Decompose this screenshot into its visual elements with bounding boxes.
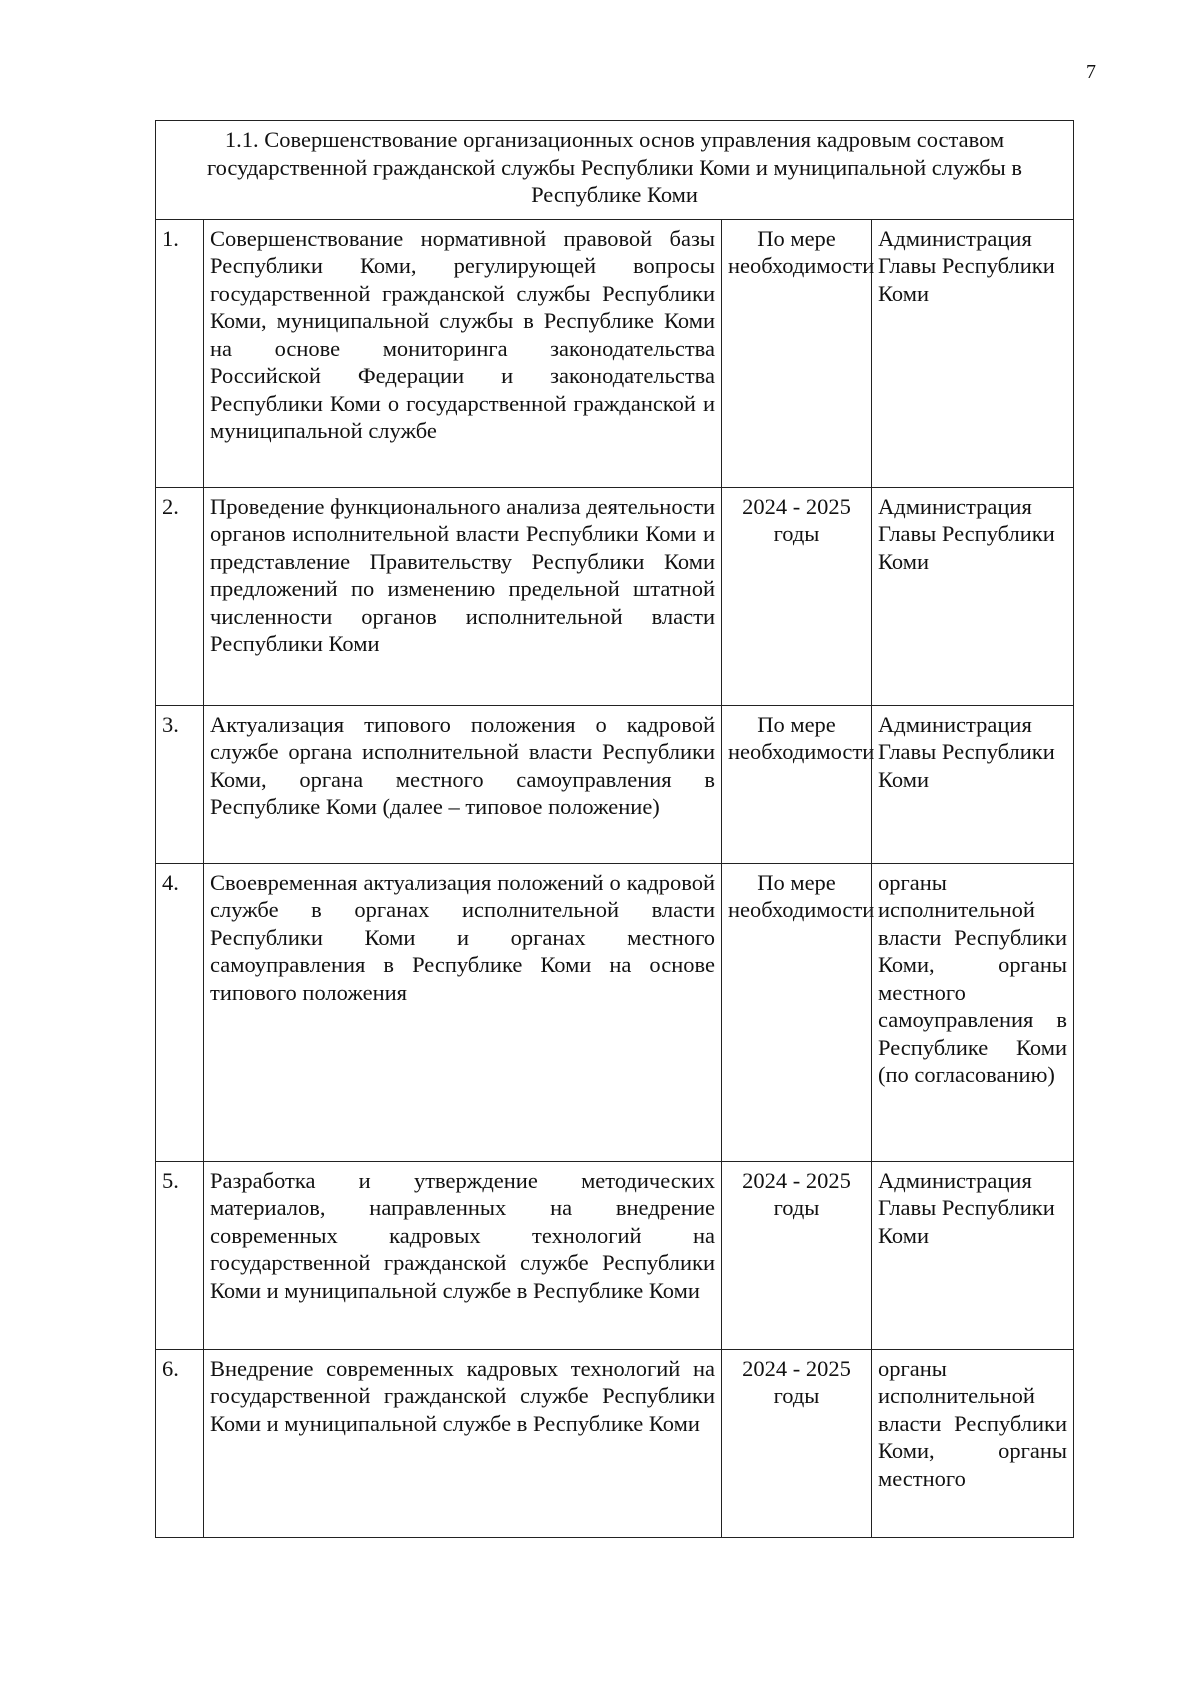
row-term: 2024 - 2025 годы <box>722 487 872 705</box>
row-term: По мере необходимости <box>722 863 872 1161</box>
row-term: 2024 - 2025 годы <box>722 1161 872 1349</box>
row-executor: Администрация Главы Республики Коми <box>872 487 1074 705</box>
row-executor: Администрация Главы Республики Коми <box>872 219 1074 487</box>
row-number: 5. <box>156 1161 204 1349</box>
row-executor: Администрация Главы Республики Коми <box>872 1161 1074 1349</box>
row-number: 3. <box>156 705 204 863</box>
row-description: Проведение функционального анализа деятельности органов исполнительной власти Республики Коми и представление Правительству Республики Коми предложений по изменению предельной штатной численности органов исполнительной власти Республики Коми <box>204 487 722 705</box>
section-header-row <box>156 121 1074 220</box>
page-number: 7 <box>1086 61 1096 83</box>
row-executor: органы исполнительной власти Республики Коми, органы местного <box>872 1349 1074 1537</box>
plan-table-container <box>155 120 1073 1538</box>
section-title: 1.1. Совершенствование организационных основ управления кадровым составом государственной гражданской службы Республики Коми и муниципальной службы в Республике Коми <box>156 121 1074 220</box>
row-number: 6. <box>156 1349 204 1537</box>
row-term: По мере необходимости <box>722 705 872 863</box>
row-description: Разработка и утверждение методических материалов, направленных на внедрение современных кадровых технологий на государственной гражданской службе Республики Коми и муниципальной службе в Республике Коми <box>204 1161 722 1349</box>
row-number: 4. <box>156 863 204 1161</box>
row-description: Актуализация типового положения о кадровой службе органа исполнительной власти Республики Коми, органа местного самоуправления в Республике Коми (далее – типовое положение) <box>204 705 722 863</box>
row-number: 1. <box>156 219 204 487</box>
row-executor: органы исполнительной власти Республики Коми, органы местного самоуправления в Республике Коми (по согласованию) <box>872 863 1074 1161</box>
table-row <box>156 863 1074 1161</box>
table-row <box>156 219 1074 487</box>
table-row <box>156 705 1074 863</box>
plan-table <box>155 120 1074 1538</box>
row-term: 2024 - 2025 годы <box>722 1349 872 1537</box>
table-row <box>156 1161 1074 1349</box>
row-term: По мере необходимости <box>722 219 872 487</box>
row-description: Внедрение современных кадровых технологий на государственной гражданской службе Республики Коми и муниципальной службе в Республике Коми <box>204 1349 722 1537</box>
row-description: Совершенствование нормативной правовой базы Республики Коми, регулирующей вопросы государственной гражданской службы Республики Коми, муниципальной службы в Республике Коми на основе мониторинга законодательства Российской Федерации и законодательства Республики Коми о государственной гражданской и муниципальной службе <box>204 219 722 487</box>
row-description: Своевременная актуализация положений о кадровой службе в органах исполнительной власти Республики Коми и органах местного самоуправления в Республике Коми на основе типового положения <box>204 863 722 1161</box>
row-executor: Администрация Главы Республики Коми <box>872 705 1074 863</box>
row-number: 2. <box>156 487 204 705</box>
table-row <box>156 487 1074 705</box>
table-row <box>156 1349 1074 1537</box>
